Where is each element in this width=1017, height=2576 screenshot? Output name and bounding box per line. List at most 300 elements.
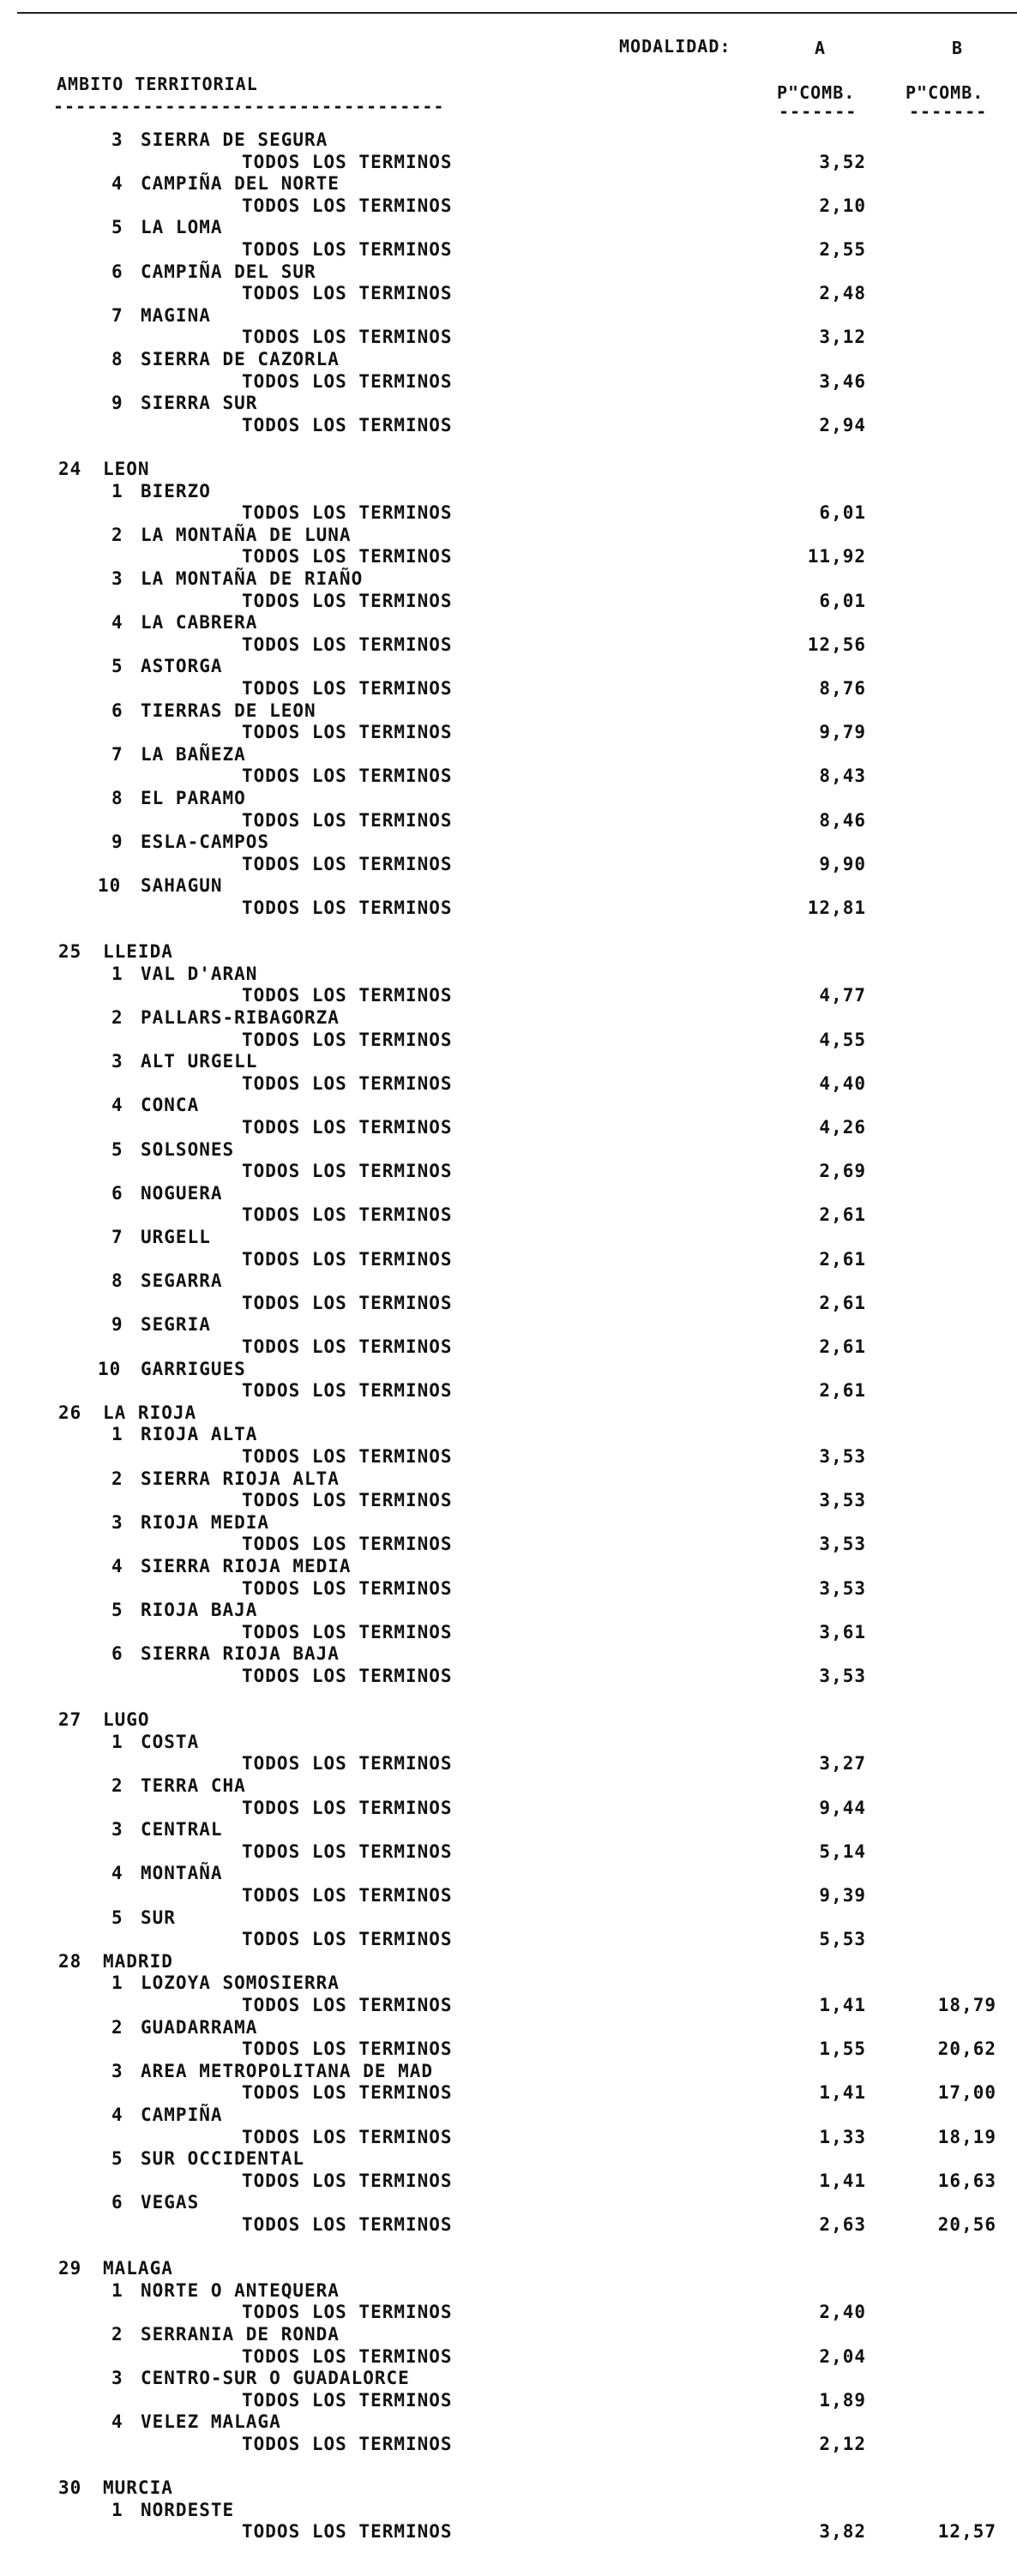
- comarca-row: [0, 1423, 1017, 1445]
- province-name: MADRID: [103, 1951, 173, 1972]
- value-column-a: 4,55: [819, 1030, 866, 1050]
- value-column-a: 1,55: [819, 2039, 866, 2059]
- terminos-label: TODOS LOS TERMINOS: [242, 985, 453, 1006]
- terminos-row: [0, 853, 1017, 875]
- comarca-name: MAGINA: [141, 305, 211, 326]
- value-column-a: 9,39: [819, 1885, 866, 1906]
- comarca-row: [0, 1818, 1017, 1840]
- terminos-label: TODOS LOS TERMINOS: [242, 1446, 453, 1467]
- comarca-name: EL PARAMO: [141, 788, 246, 808]
- province-name: MURCIA: [103, 2477, 173, 2498]
- comarca-row: [0, 700, 1017, 722]
- comarca-row: [0, 2060, 1017, 2082]
- column-b-heading: B: [952, 38, 964, 58]
- comarca-name: CENTRO-SUR O GUADALORCE: [141, 2368, 410, 2388]
- value-column-a: 2,55: [819, 239, 866, 260]
- terminos-row: [0, 151, 1017, 173]
- comarca-name: LOZOYA SOMOSIERRA: [141, 1973, 340, 1993]
- comarca-name: SUR OCCIDENTAL: [141, 2148, 305, 2169]
- province-number: 28: [58, 1951, 82, 1972]
- comarca-row: [0, 261, 1017, 283]
- comarca-name: COSTA: [141, 1732, 200, 1752]
- terminos-row: [0, 1621, 1017, 1643]
- value-column-a: 8,43: [819, 766, 866, 786]
- terminos-row: [0, 195, 1017, 217]
- comarca-row: [0, 1270, 1017, 1292]
- terminos-label: TODOS LOS TERMINOS: [242, 239, 453, 260]
- comarca-number: 1: [111, 2500, 123, 2520]
- province-name: LA RIOJA: [103, 1402, 197, 1423]
- comarca-row: [0, 787, 1017, 809]
- ambito-territorial-heading: AMBITO TERRITORIAL: [57, 74, 258, 94]
- terminos-row: [0, 1752, 1017, 1774]
- comarca-row: [0, 1094, 1017, 1116]
- value-column-a: 2,61: [819, 1204, 866, 1225]
- terminos-row: [0, 370, 1017, 393]
- comarca-row: [0, 2411, 1017, 2433]
- terminos-label: TODOS LOS TERMINOS: [242, 1798, 453, 1818]
- terminos-label: TODOS LOS TERMINOS: [242, 1380, 453, 1401]
- comarca-number: 4: [111, 1863, 123, 1883]
- comarca-name: SEGARRA: [141, 1270, 223, 1291]
- terminos-label: TODOS LOS TERMINOS: [242, 810, 453, 831]
- terminos-label: TODOS LOS TERMINOS: [242, 1249, 453, 1270]
- terminos-label: TODOS LOS TERMINOS: [242, 854, 453, 874]
- comarca-row: [0, 1226, 1017, 1248]
- terminos-label: TODOS LOS TERMINOS: [242, 1753, 453, 1774]
- terminos-label: TODOS LOS TERMINOS: [242, 2390, 453, 2411]
- terminos-label: TODOS LOS TERMINOS: [242, 678, 453, 699]
- terminos-row: [0, 1248, 1017, 1270]
- comarca-name: NORDESTE: [141, 2500, 235, 2520]
- comarca-name: GARRIGUES: [141, 1359, 246, 1379]
- comarca-name: SUR: [141, 1907, 176, 1928]
- value-column-a: 3,52: [819, 152, 866, 172]
- value-column-a: 1,41: [819, 2171, 866, 2191]
- comarca-name: SOLSONES: [141, 1139, 235, 1160]
- comarca-number: 1: [111, 2280, 123, 2301]
- value-column-a: 2,61: [819, 1249, 866, 1270]
- terminos-label: TODOS LOS TERMINOS: [242, 1293, 453, 1313]
- terminos-row: [0, 765, 1017, 787]
- terminos-label: TODOS LOS TERMINOS: [242, 766, 453, 786]
- comarca-row: [0, 2104, 1017, 2126]
- terminos-row: [0, 1994, 1017, 2016]
- comarca-number: 6: [111, 700, 123, 721]
- comarca-row: [0, 480, 1017, 502]
- value-column-a: 3,46: [819, 371, 866, 392]
- comarca-row: [0, 304, 1017, 327]
- terminos-row: [0, 1577, 1017, 1600]
- terminos-row: [0, 2126, 1017, 2148]
- terminos-row: [0, 1533, 1017, 1555]
- value-column-a: 3,53: [819, 1534, 866, 1554]
- terminos-label: TODOS LOS TERMINOS: [242, 1841, 453, 1862]
- terminos-row: [0, 1072, 1017, 1095]
- comarca-number: 4: [111, 1095, 123, 1115]
- terminos-label: TODOS LOS TERMINOS: [242, 2082, 453, 2103]
- terminos-row: [0, 2081, 1017, 2104]
- comarca-number: 3: [111, 568, 123, 589]
- comarca-row: [0, 874, 1017, 897]
- comarca-row: [0, 1972, 1017, 1994]
- comarca-number: 1: [111, 1973, 123, 1993]
- value-column-a: 2,40: [819, 2302, 866, 2322]
- comarca-name: SIERRA RIOJA BAJA: [141, 1643, 340, 1664]
- value-column-a: 2,61: [819, 1380, 866, 1401]
- terminos-row: [0, 2213, 1017, 2236]
- comarca-row: [0, 743, 1017, 766]
- terminos-row: [0, 677, 1017, 700]
- comarca-name: RIOJA ALTA: [141, 1424, 258, 1444]
- value-column-a: 2,61: [819, 1336, 866, 1357]
- comarca-number: 3: [111, 1051, 123, 1072]
- column-b-subheading: P"COMB.: [906, 82, 984, 103]
- comarca-name: SIERRA DE CAZORLA: [141, 349, 340, 369]
- value-column-a: 4,77: [819, 985, 866, 1006]
- value-column-a: 2,61: [819, 1293, 866, 1313]
- comarca-name: SERRANIA DE RONDA: [141, 2324, 340, 2345]
- comarca-row: [0, 2323, 1017, 2345]
- value-column-a: 2,48: [819, 283, 866, 303]
- comarca-row: [0, 1642, 1017, 1665]
- value-column-a: 3,53: [819, 1666, 866, 1686]
- comarca-number: 1: [111, 1424, 123, 1444]
- comarca-number: 5: [111, 1600, 123, 1620]
- value-column-a: 3,82: [819, 2521, 866, 2542]
- comarca-row: [0, 1138, 1017, 1161]
- value-column-a: 5,14: [819, 1841, 866, 1862]
- province-number: 25: [58, 941, 82, 962]
- comarca-row: [0, 567, 1017, 590]
- terminos-row: [0, 1445, 1017, 1468]
- comarca-row: [0, 392, 1017, 414]
- terminos-label: TODOS LOS TERMINOS: [242, 2434, 453, 2454]
- province-number: 26: [58, 1402, 82, 1423]
- comarca-row: [0, 963, 1017, 985]
- comarca-name: CAMPIÑA DEL NORTE: [141, 173, 340, 194]
- comarca-row: [0, 2499, 1017, 2521]
- terminos-label: TODOS LOS TERMINOS: [242, 634, 453, 655]
- value-column-a: 2,63: [819, 2214, 866, 2235]
- terminos-label: TODOS LOS TERMINOS: [242, 152, 453, 172]
- terminos-row: [0, 590, 1017, 612]
- modalidad-label: MODALIDAD:: [619, 36, 731, 57]
- value-column-a: 9,90: [819, 854, 866, 874]
- value-column-b: 18,19: [937, 2127, 996, 2147]
- comarca-number: 5: [111, 2148, 123, 2169]
- comarca-name: LA BAÑEZA: [141, 744, 246, 765]
- comarca-number: 2: [111, 1007, 123, 1028]
- comarca-name: CAMPIÑA: [141, 2105, 223, 2125]
- comarca-name: SAHAGUN: [141, 875, 223, 896]
- comarca-name: SIERRA DE SEGURA: [141, 129, 328, 150]
- terminos-label: TODOS LOS TERMINOS: [242, 502, 453, 523]
- comarca-name: LA MONTAÑA DE RIAÑO: [141, 568, 364, 589]
- terminos-label: TODOS LOS TERMINOS: [242, 2039, 453, 2059]
- comarca-name: AREA METROPOLITANA DE MAD: [141, 2061, 434, 2081]
- comarca-row: [0, 172, 1017, 195]
- terminos-row: [0, 897, 1017, 919]
- value-column-a: 1,33: [819, 2127, 866, 2147]
- terminos-row: [0, 721, 1017, 743]
- comarca-name: RIOJA MEDIA: [141, 1512, 270, 1533]
- comarca-row: [0, 1731, 1017, 1753]
- comarca-number: 5: [111, 656, 123, 676]
- comarca-number: 7: [111, 305, 123, 326]
- value-column-a: 1,41: [819, 2082, 866, 2103]
- terminos-row: [0, 2038, 1017, 2060]
- terminos-row: [0, 1336, 1017, 1358]
- comarca-number: 6: [111, 1183, 123, 1204]
- terminos-row: [0, 501, 1017, 524]
- heading-underline: -----------------------------------: [53, 96, 445, 117]
- comarca-name: NOGUERA: [141, 1183, 223, 1204]
- province-number: 24: [58, 459, 82, 479]
- comarca-name: SIERRA RIOJA ALTA: [141, 1468, 340, 1489]
- comarca-number: 9: [111, 393, 123, 413]
- comarca-row: [0, 1050, 1017, 1072]
- value-column-a: 3,53: [819, 1446, 866, 1467]
- province-number: 29: [58, 2258, 82, 2279]
- comarca-number: 3: [111, 1512, 123, 1533]
- value-column-b: 20,62: [937, 2039, 996, 2059]
- value-column-a: 3,53: [819, 1578, 866, 1599]
- comarca-number: 5: [111, 1907, 123, 1928]
- comarca-number: 7: [111, 744, 123, 765]
- comarca-row: [0, 655, 1017, 677]
- comarca-number: 6: [111, 1643, 123, 1664]
- terminos-label: TODOS LOS TERMINOS: [242, 1161, 453, 1181]
- terminos-row: [0, 809, 1017, 832]
- comarca-name: URGELL: [141, 1227, 211, 1247]
- comarca-name: LA LOMA: [141, 217, 223, 237]
- terminos-label: TODOS LOS TERMINOS: [242, 1534, 453, 1554]
- comarca-row: [0, 348, 1017, 370]
- terminos-label: TODOS LOS TERMINOS: [242, 1995, 453, 2015]
- terminos-label: TODOS LOS TERMINOS: [242, 1666, 453, 1686]
- comarca-row: [0, 1468, 1017, 1490]
- value-column-a: 2,94: [819, 415, 866, 435]
- terminos-row: [0, 1797, 1017, 1819]
- value-column-a: 11,92: [807, 546, 866, 567]
- column-a-heading: A: [815, 38, 827, 58]
- comarca-number: 4: [111, 173, 123, 194]
- comarca-name: CONCA: [141, 1095, 200, 1115]
- value-column-a: 3,53: [819, 1490, 866, 1510]
- terminos-row: [0, 282, 1017, 304]
- value-column-a: 12,81: [807, 898, 866, 918]
- value-column-a: 1,41: [819, 1995, 866, 2015]
- province-name: LUGO: [103, 1709, 150, 1730]
- value-column-a: 3,27: [819, 1753, 866, 1774]
- terminos-row: [0, 1840, 1017, 1863]
- terminos-row: [0, 326, 1017, 348]
- comarca-row: [0, 1358, 1017, 1380]
- terminos-row: [0, 1928, 1017, 1950]
- terminos-row: [0, 2170, 1017, 2192]
- comarca-number: 8: [111, 349, 123, 369]
- comarca-row: [0, 2147, 1017, 2170]
- comarca-name: GUADARRAMA: [141, 2017, 258, 2038]
- terminos-label: TODOS LOS TERMINOS: [242, 327, 453, 347]
- comarca-row: [0, 2016, 1017, 2039]
- value-column-a: 9,44: [819, 1798, 866, 1818]
- comarca-number: 1: [111, 1732, 123, 1752]
- comarca-number: 6: [111, 2192, 123, 2213]
- comarca-name: LA MONTAÑA DE LUNA: [141, 525, 352, 545]
- comarca-number: 3: [111, 2368, 123, 2388]
- value-column-b: 16,63: [937, 2171, 996, 2191]
- comarca-row: [0, 2279, 1017, 2302]
- comarca-name: RIOJA BAJA: [141, 1600, 258, 1620]
- comarca-number: 1: [111, 964, 123, 984]
- terminos-label: TODOS LOS TERMINOS: [242, 1622, 453, 1642]
- comarca-name: NORTE O ANTEQUERA: [141, 2280, 340, 2301]
- value-column-a: 3,61: [819, 1622, 866, 1642]
- terminos-label: TODOS LOS TERMINOS: [242, 1490, 453, 1510]
- terminos-label: TODOS LOS TERMINOS: [242, 1929, 453, 1949]
- province-row: [0, 2257, 1017, 2279]
- comarca-number: 4: [111, 2411, 123, 2432]
- comarca-number: 10: [98, 875, 122, 896]
- province-number: 30: [58, 2477, 82, 2498]
- comarca-number: 1: [111, 481, 123, 501]
- value-column-a: 6,01: [819, 502, 866, 523]
- comarca-name: CAMPIÑA DEL SUR: [141, 261, 316, 282]
- comarca-number: 3: [111, 129, 123, 150]
- terminos-row: [0, 1029, 1017, 1051]
- value-column-a: 4,26: [819, 1117, 866, 1138]
- comarca-number: 5: [111, 217, 123, 237]
- terminos-label: TODOS LOS TERMINOS: [242, 2171, 453, 2191]
- terminos-label: TODOS LOS TERMINOS: [242, 1030, 453, 1050]
- terminos-label: TODOS LOS TERMINOS: [242, 2346, 453, 2367]
- comarca-name: VELEZ MALAGA: [141, 2411, 281, 2432]
- terminos-label: TODOS LOS TERMINOS: [242, 2214, 453, 2235]
- terminos-row: [0, 545, 1017, 567]
- terminos-label: TODOS LOS TERMINOS: [242, 1885, 453, 1906]
- value-column-a: 2,04: [819, 2346, 866, 2367]
- terminos-label: TODOS LOS TERMINOS: [242, 1204, 453, 1225]
- comarca-name: PALLARS-RIBAGORZA: [141, 1007, 340, 1028]
- value-column-a: 6,01: [819, 591, 866, 611]
- comarca-row: [0, 2191, 1017, 2213]
- comarca-name: SIERRA SUR: [141, 393, 258, 413]
- value-column-a: 2,10: [819, 195, 866, 216]
- terminos-label: TODOS LOS TERMINOS: [242, 283, 453, 303]
- value-column-b: 18,79: [937, 1995, 996, 2015]
- comarca-row: [0, 216, 1017, 238]
- terminos-label: TODOS LOS TERMINOS: [242, 722, 453, 742]
- comarca-row: [0, 1313, 1017, 1336]
- terminos-row: [0, 2433, 1017, 2455]
- comarca-name: TIERRAS DE LEON: [141, 700, 316, 721]
- comarca-number: 9: [111, 832, 123, 852]
- comarca-name: SIERRA RIOJA MEDIA: [141, 1556, 352, 1576]
- comarca-number: 2: [111, 2017, 123, 2038]
- comarca-number: 5: [111, 1139, 123, 1160]
- terminos-label: TODOS LOS TERMINOS: [242, 591, 453, 611]
- value-column-a: 8,46: [819, 810, 866, 831]
- comarca-row: [0, 1906, 1017, 1929]
- terminos-label: TODOS LOS TERMINOS: [242, 546, 453, 567]
- terminos-label: TODOS LOS TERMINOS: [242, 415, 453, 435]
- comarca-name: SEGRIA: [141, 1314, 211, 1335]
- comarca-number: 2: [111, 2324, 123, 2345]
- province-row: [0, 940, 1017, 963]
- terminos-row: [0, 1665, 1017, 1687]
- terminos-label: TODOS LOS TERMINOS: [242, 1117, 453, 1138]
- comarca-name: ASTORGA: [141, 656, 223, 676]
- comarca-name: LA CABRERA: [141, 612, 258, 633]
- comarca-row: [0, 611, 1017, 633]
- terminos-row: [0, 1116, 1017, 1138]
- terminos-row: [0, 2301, 1017, 2323]
- comarca-name: ESLA-CAMPOS: [141, 832, 270, 852]
- terminos-label: TODOS LOS TERMINOS: [242, 2302, 453, 2322]
- terminos-row: [0, 633, 1017, 656]
- terminos-row: [0, 1379, 1017, 1402]
- comarca-name: ALT URGELL: [141, 1051, 258, 1072]
- value-column-a: 3,12: [819, 327, 866, 347]
- terminos-row: [0, 2345, 1017, 2368]
- comarca-number: 10: [98, 1359, 122, 1379]
- terminos-row: [0, 1884, 1017, 1906]
- comarca-name: VAL D'ARAN: [141, 964, 258, 984]
- province-name: LEON: [103, 459, 150, 479]
- value-column-a: 9,79: [819, 722, 866, 742]
- comarca-number: 8: [111, 788, 123, 808]
- value-column-a: 1,89: [819, 2390, 866, 2411]
- terminos-label: TODOS LOS TERMINOS: [242, 195, 453, 216]
- terminos-label: TODOS LOS TERMINOS: [242, 1578, 453, 1599]
- comarca-number: 9: [111, 1314, 123, 1335]
- comarca-number: 2: [111, 1775, 123, 1796]
- province-row: [0, 2477, 1017, 2499]
- comarca-row: [0, 1862, 1017, 1884]
- column-b-underline: -------: [909, 101, 988, 122]
- comarca-row: [0, 1511, 1017, 1534]
- value-column-b: 20,56: [937, 2214, 996, 2235]
- province-row: [0, 1708, 1017, 1731]
- province-name: MALAGA: [103, 2258, 173, 2279]
- province-name: LLEIDA: [103, 941, 173, 962]
- province-number: 27: [58, 1709, 82, 1730]
- comarca-number: 8: [111, 1270, 123, 1291]
- column-a-underline: -------: [779, 101, 858, 122]
- terminos-row: [0, 1204, 1017, 1226]
- comarca-number: 4: [111, 2105, 123, 2125]
- comarca-name: VEGAS: [141, 2192, 200, 2213]
- comarca-row: [0, 831, 1017, 853]
- terminos-label: TODOS LOS TERMINOS: [242, 1073, 453, 1094]
- terminos-row: [0, 414, 1017, 436]
- comarca-number: 2: [111, 1468, 123, 1489]
- comarca-name: TERRA CHA: [141, 1775, 246, 1796]
- terminos-row: [0, 238, 1017, 261]
- comarca-number: 3: [111, 1819, 123, 1840]
- comarca-number: 4: [111, 612, 123, 633]
- value-column-a: 5,53: [819, 1929, 866, 1949]
- value-column-a: 12,56: [807, 634, 866, 655]
- comarca-row: [0, 2367, 1017, 2389]
- value-column-b: 17,00: [937, 2082, 996, 2103]
- comarca-row: [0, 524, 1017, 546]
- comarca-number: 4: [111, 1556, 123, 1576]
- comarca-row: [0, 129, 1017, 151]
- province-row: [0, 458, 1017, 480]
